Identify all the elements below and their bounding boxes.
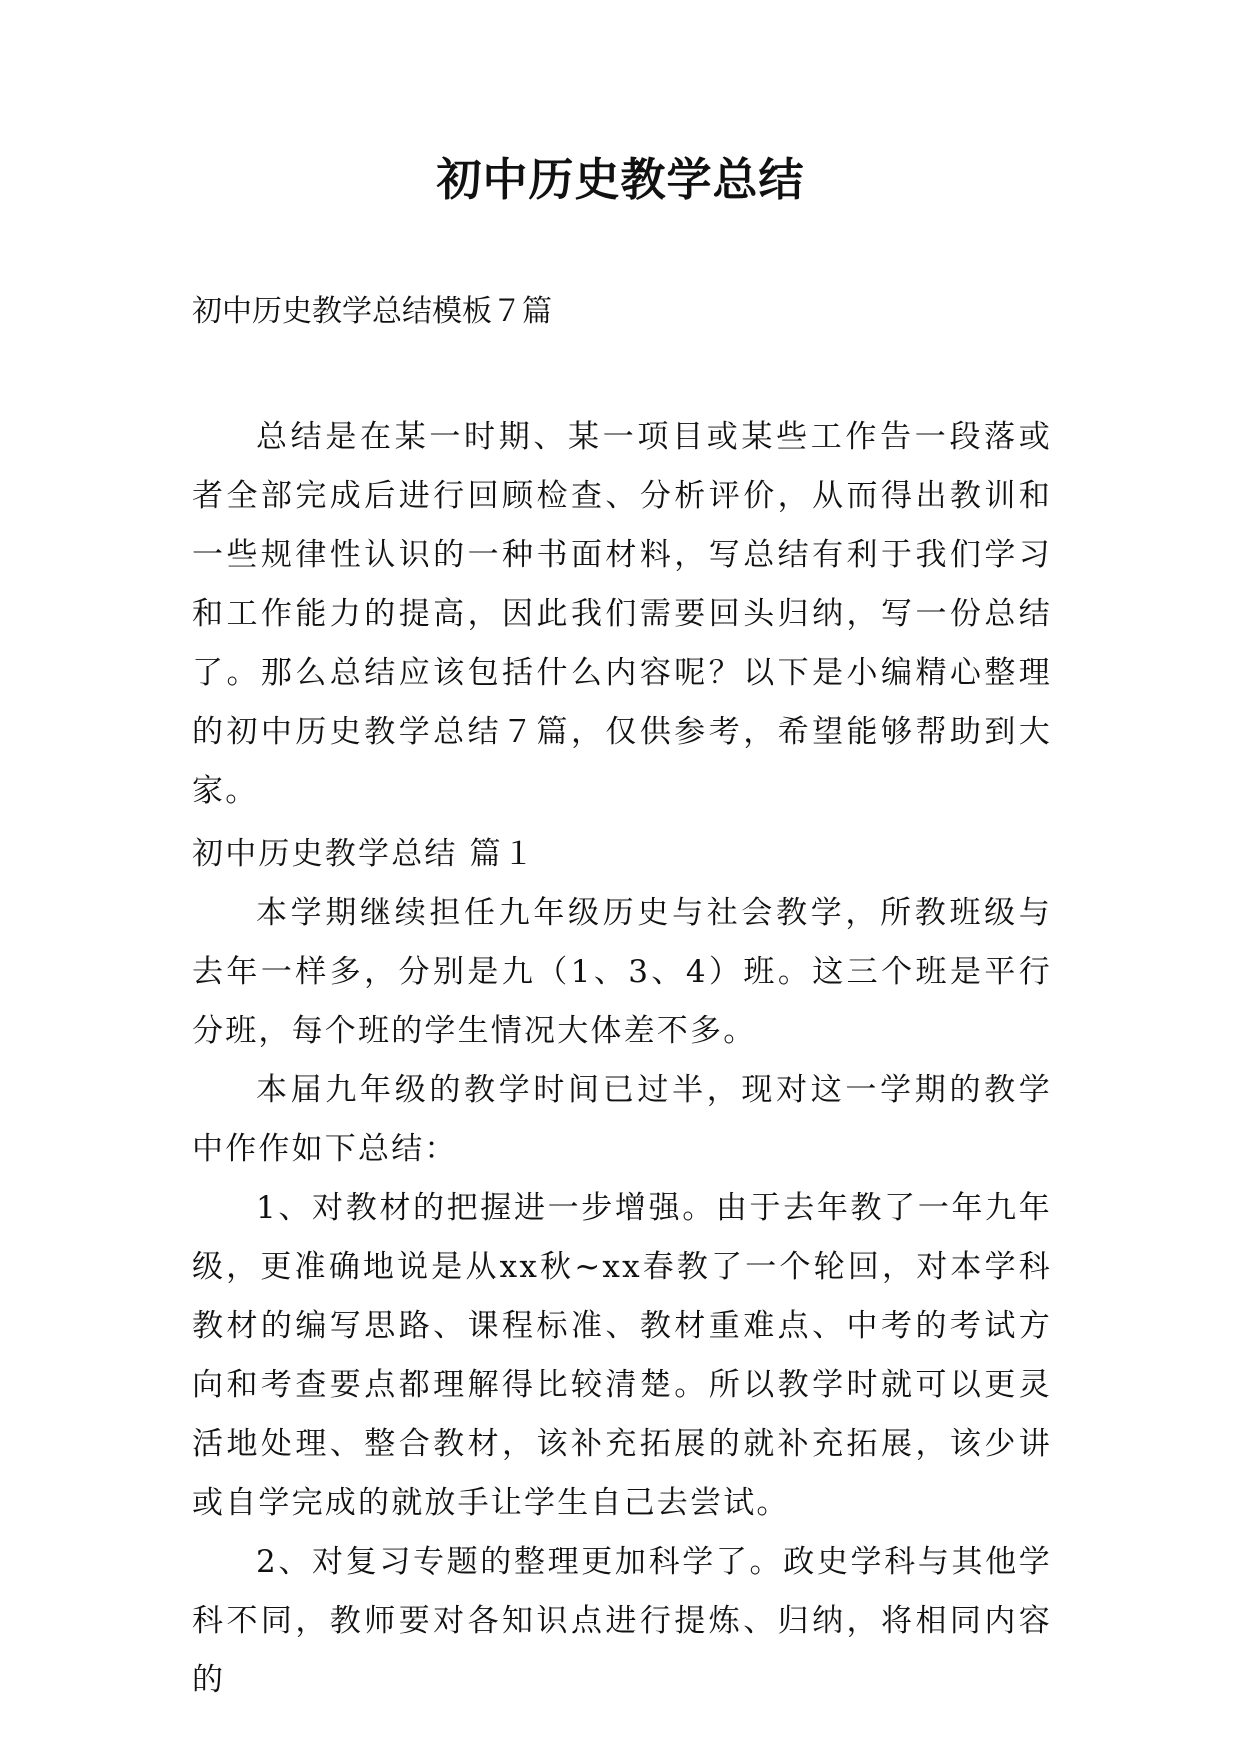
body-paragraph: 本学期继续担任九年级历史与社会教学，所教班级与去年一样多，分别是九（1、3、4）班。这三个班是平行分班，每个班的学生情况大体差不多。	[192, 895, 1052, 1049]
body-paragraph: 本届九年级的教学时间已过半，现对这一学期的教学中作作如下总结：	[192, 1072, 1052, 1167]
document-body	[192, 408, 1052, 1710]
numbered-paragraph: 1、对教材的把握进一步增强。由于去年教了一年九年级，更准确地说是从xx秋~xx春教了一个轮回，对本学科教材的编写思路、课程标准、教材重难点、中考的考试方向和考查要点都理解得比较清楚。所以教学时就可以更灵活地处理、整合教材，该补充拓展的就补充拓展，该少讲或自学完成的就放手让学生自己去尝试。	[192, 1190, 1052, 1521]
document-title: 初中历史教学总结	[436, 153, 805, 206]
intro-paragraph: 总结是在某一时期、某一项目或某些工作告一段落或者全部完成后进行回顾检查、分析评价，从而得出教训和一些规律性认识的一种书面材料，写总结有利于我们学习和工作能力的提高，因此我们需要回头归纳，写一份总结了。那么总结应该包括什么内容呢？以下是小编精心整理的初中历史教学总结７篇，仅供参考，希望能够帮助到大家。	[192, 419, 1052, 809]
numbered-paragraph: 2、对复习专题的整理更加科学了。政史学科与其他学科不同，教师要对各知识点进行提炼、归纳，将相同内容的	[192, 1544, 1052, 1698]
document-subtitle: 初中历史教学总结模板７篇	[192, 294, 552, 329]
section-heading: 初中历史教学总结 篇１	[192, 836, 537, 872]
